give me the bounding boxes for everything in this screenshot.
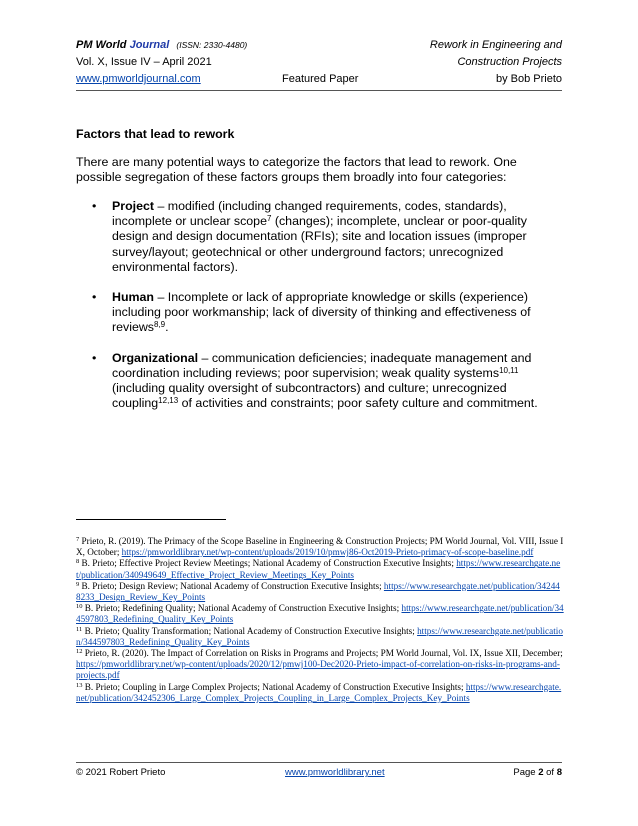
- footer-divider: [76, 762, 562, 763]
- footnote: [76, 603, 564, 625]
- header-divider: [76, 90, 562, 91]
- category-text: (including quality oversight of subcontractors) and culture; unrecognized coupling: [112, 381, 507, 411]
- footnote-text: Prieto, R. (2019). The Primacy of the Scope Baseline in Engineering & Construction Projects; PM World Journal, Vol. VIII, Issue IX, October;: [76, 536, 564, 558]
- page-of: of: [543, 767, 557, 778]
- category-term: Organizational: [112, 350, 199, 365]
- category-term: Human: [112, 290, 154, 305]
- header-right: [262, 37, 562, 88]
- paper-title-line2: Construction Projects: [457, 56, 562, 68]
- list-item: [76, 290, 564, 336]
- list-item: [76, 199, 564, 275]
- page-number: [513, 767, 562, 779]
- footnote-text: B. Prieto; Effective Project Review Meetings; National Academy of Construction Executive Insights;: [79, 558, 457, 569]
- category-text: – Incomplete or lack of appropriate knowledge or skills (experience) including poor workmanship; lack of diversity of thinking and effectiveness of reviews: [112, 290, 531, 335]
- footnote-ref[interactable]: 12,13: [158, 396, 179, 406]
- footnote-number: 12: [76, 648, 83, 656]
- footnote: [76, 536, 564, 558]
- footnote-text: B. Prieto; Coupling in Large Complex Projects; National Academy of Construction Executive Insights;: [82, 681, 466, 692]
- footer-url-link[interactable]: www.pmworldlibrary.net: [285, 767, 385, 778]
- journal-word: Journal: [129, 39, 170, 51]
- footnote-ref[interactable]: 10,11: [499, 365, 519, 375]
- page-label: Page: [513, 767, 539, 778]
- header-category: Featured Paper: [282, 73, 359, 85]
- category-term: Project: [112, 199, 155, 213]
- footnote-number: 9: [76, 580, 80, 588]
- footnote-link[interactable]: https://www.researchgate.net/publication/344597803_Redefining_Quality_Key_Points: [76, 625, 563, 647]
- issn: (ISSN: 2330-4480): [176, 40, 248, 50]
- category-text: – modified (including changed requirements, codes, standards), incomplete or unclear scope: [112, 199, 507, 229]
- footnote-number: 7: [76, 536, 80, 543]
- footnote: [76, 558, 564, 580]
- author: by Bob Prieto: [495, 73, 562, 85]
- footnote-number: 8: [76, 558, 80, 566]
- footnote-ref[interactable]: 7: [266, 214, 272, 224]
- section-heading: Factors that lead to rework: [76, 127, 235, 141]
- journal-name: PM World: [76, 39, 127, 51]
- footnote: [76, 581, 564, 603]
- footnote-link[interactable]: https://www.researchgate.net/publication/342452306_Large_Complex_Projects_Coupling_in_Large_Complex_Projects_Key_Points: [76, 681, 562, 703]
- category-text: – communication deficiencies; inadequate management and coordination including reviews; poor supervision; weak quality systems: [112, 350, 532, 380]
- footnote-text: B. Prieto; Design Review; National Academy of Construction Executive Insights;: [79, 580, 384, 591]
- footnote-link[interactable]: https://www.researchgate.net/publication/344597803_Redefining_Quality_Key_Points: [76, 603, 564, 625]
- footnote: [76, 682, 564, 704]
- footnote-link[interactable]: https://www.researchgate.net/publication/342448233_Design_Review_Key_Points: [76, 580, 560, 603]
- footnote-link[interactable]: https://www.researchgate.net/publication/340949649_Effective_Project_Review_Meetings_Key_Points: [76, 558, 561, 580]
- category-text: .: [165, 320, 169, 335]
- journal-url-link[interactable]: www.pmworldjournal.com: [76, 73, 201, 85]
- footnote-text: B. Prieto; Redefining Quality; National Academy of Construction Executive Insights;: [82, 603, 402, 614]
- footnote-text: B. Prieto; Quality Transformation; National Academy of Construction Executive Insights;: [82, 625, 418, 636]
- intro-paragraph: There are many potential ways to categorize the factors that lead to rework. One possible segregation of these factors groups them broadly into four categories:: [76, 155, 517, 185]
- page-total: 8: [556, 767, 562, 778]
- footnote-text: Prieto, R. (2020). The Impact of Correlation on Risks in Programs and Projects; PM World Journal, Vol. IX, Issue XII, December;: [82, 648, 563, 659]
- footnote: [76, 648, 564, 682]
- list-item: [76, 351, 564, 412]
- bullet-icon: •: [92, 350, 97, 365]
- footnote-number: 10: [76, 603, 83, 611]
- footnote-number: 13: [76, 681, 83, 689]
- page-current: 2: [538, 767, 544, 778]
- bullet-icon: •: [92, 199, 97, 213]
- footer-copyright: © 2021 Robert Prieto: [76, 767, 166, 778]
- footnotes: [76, 536, 564, 704]
- paper-title-line1: Rework in Engineering and: [429, 39, 562, 51]
- volume-issue: Vol. X, Issue IV – April 2021: [76, 56, 212, 68]
- bullet-icon: •: [92, 290, 97, 305]
- category-text: (changes); incomplete, unclear or poor-quality design and design documentation (RFIs); site and location issues (improper survey/layout; geotechnical or other underground factors; unrecognized environmental factors).: [112, 214, 527, 274]
- footnote-link[interactable]: https://pmworldlibrary.net/wp-content/uploads/2019/10/pmwj86-Oct2019-Prieto-primacy-of-scope-baseline.pdf: [121, 547, 534, 558]
- footnote-divider: [76, 519, 226, 520]
- category-text: of activities and constraints; poor safety culture and commitment.: [178, 396, 538, 411]
- footnote-link[interactable]: https://pmworldlibrary.net/wp-content/uploads/2020/12/pmwj100-Dec2020-Prieto-impact-of-correlation-on-risks-in-programs-and-projects.pdf: [76, 659, 560, 681]
- footnote: [76, 626, 564, 648]
- footnote-number: 11: [76, 625, 83, 633]
- category-list: [76, 199, 564, 426]
- footnote-ref[interactable]: 8,9: [154, 320, 166, 330]
